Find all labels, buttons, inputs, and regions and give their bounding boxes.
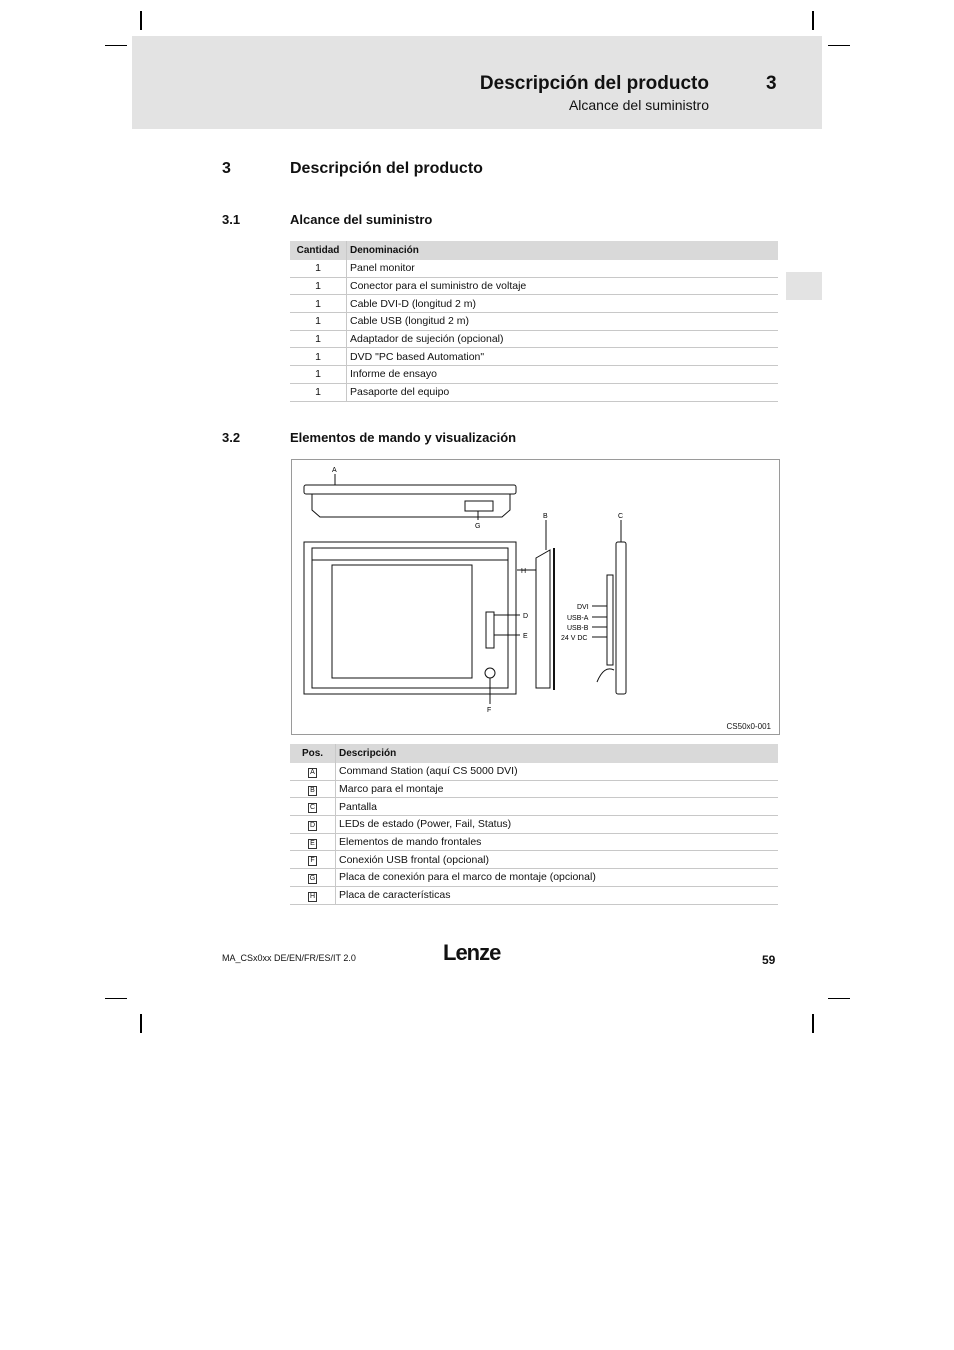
position-letter: D bbox=[309, 821, 316, 829]
table-row bbox=[290, 330, 778, 348]
position-cell bbox=[290, 833, 336, 851]
description-cell: Marco para el montaje bbox=[336, 780, 779, 798]
crop-mark bbox=[828, 45, 850, 46]
front-view-drawing bbox=[304, 542, 536, 704]
callout-f: F bbox=[487, 707, 492, 714]
table-header-row bbox=[290, 744, 778, 763]
header-chapter-number: 3 bbox=[766, 73, 777, 94]
header-band bbox=[132, 36, 822, 129]
position-letter: C bbox=[309, 804, 316, 812]
crop-mark bbox=[140, 1014, 142, 1033]
quantity-cell: 1 bbox=[290, 313, 347, 331]
table-row bbox=[290, 798, 778, 816]
callout-h: H bbox=[521, 568, 527, 575]
side-view-ports-drawing bbox=[592, 520, 626, 694]
crop-mark bbox=[812, 11, 814, 30]
position-cell bbox=[290, 886, 336, 904]
subsection-2-title: Elementos de mando y visualización bbox=[290, 430, 517, 445]
position-letter: A bbox=[308, 768, 317, 778]
position-cell bbox=[290, 780, 336, 798]
callout-b: B bbox=[543, 513, 548, 520]
section-number: 3 bbox=[222, 160, 231, 177]
position-cell bbox=[290, 816, 336, 834]
description-cell: Elementos de mando frontales bbox=[336, 833, 779, 851]
table-row bbox=[290, 295, 778, 313]
port-label-usb-b: USB-B bbox=[567, 625, 589, 632]
designation-cell: Informe de ensayo bbox=[347, 366, 779, 384]
side-view-frame-drawing bbox=[536, 520, 554, 690]
description-cell: Command Station (aquí CS 5000 DVI) bbox=[336, 763, 779, 780]
crop-mark bbox=[140, 11, 142, 30]
header-title: Descripción del producto bbox=[479, 73, 709, 94]
quantity-cell: 1 bbox=[290, 277, 347, 295]
column-header: Denominación bbox=[347, 241, 779, 260]
description-cell: LEDs de estado (Power, Fail, Status) bbox=[336, 816, 779, 834]
subsection-1-title: Alcance del suministro bbox=[290, 212, 433, 227]
crop-mark bbox=[828, 998, 850, 999]
table-row bbox=[290, 816, 778, 834]
position-letter: G bbox=[309, 874, 316, 882]
port-label-24vdc: 24 V DC bbox=[561, 635, 588, 642]
table-row bbox=[290, 260, 778, 277]
column-header: Descripción bbox=[336, 744, 779, 763]
quantity-cell: 1 bbox=[290, 295, 347, 313]
description-cell: Placa de características bbox=[336, 886, 779, 904]
table-row bbox=[290, 869, 778, 887]
port-label-usb-a: USB-A bbox=[567, 615, 589, 622]
callout-a: A bbox=[332, 467, 337, 474]
port-label-dvi: DVI bbox=[577, 604, 589, 611]
position-letter: H bbox=[309, 892, 316, 900]
table-row bbox=[290, 348, 778, 366]
crop-mark bbox=[105, 998, 127, 999]
description-cell: Pantalla bbox=[336, 798, 779, 816]
description-cell: Placa de conexión para el marco de montaje (opcional) bbox=[336, 869, 779, 887]
position-cell bbox=[290, 869, 336, 887]
crop-mark bbox=[105, 45, 127, 46]
position-letter: B bbox=[308, 786, 317, 796]
position-letter: E bbox=[308, 839, 317, 849]
designation-cell: DVD "PC based Automation" bbox=[347, 348, 779, 366]
crop-mark bbox=[812, 1014, 814, 1033]
callout-d: D bbox=[523, 613, 529, 620]
position-cell bbox=[290, 798, 336, 816]
table-row bbox=[290, 763, 778, 780]
position-letter: F bbox=[308, 856, 317, 866]
table-row bbox=[290, 277, 778, 295]
designation-cell: Cable DVI-D (longitud 2 m) bbox=[347, 295, 779, 313]
designation-cell: Pasaporte del equipo bbox=[347, 383, 779, 401]
table-row bbox=[290, 313, 778, 331]
column-header: Pos. bbox=[290, 744, 336, 763]
device-drawing bbox=[292, 460, 779, 734]
chapter-thumb-tab bbox=[786, 272, 822, 300]
position-cell bbox=[290, 763, 336, 780]
designation-cell: Cable USB (longitud 2 m) bbox=[347, 313, 779, 331]
scope-of-delivery-table bbox=[290, 241, 778, 402]
section-title: Descripción del producto bbox=[290, 160, 483, 177]
lenze-logo: Lenze bbox=[443, 940, 501, 965]
quantity-cell: 1 bbox=[290, 383, 347, 401]
column-header: Cantidad bbox=[290, 241, 347, 260]
quantity-cell: 1 bbox=[290, 330, 347, 348]
table-row bbox=[290, 886, 778, 904]
table-row bbox=[290, 780, 778, 798]
figure-id: CS50x0-001 bbox=[726, 722, 771, 731]
quantity-cell: 1 bbox=[290, 260, 347, 277]
designation-cell: Panel monitor bbox=[347, 260, 779, 277]
footer-doc-ref: MA_CSx0xx DE/EN/FR/ES/IT 2.0 bbox=[222, 953, 356, 963]
header-subtitle: Alcance del suministro bbox=[568, 97, 709, 113]
description-cell: Conexión USB frontal (opcional) bbox=[336, 851, 779, 869]
subsection-1-number: 3.1 bbox=[222, 212, 241, 227]
callout-g: G bbox=[475, 523, 481, 530]
table-row bbox=[290, 383, 778, 401]
table-header-row bbox=[290, 241, 778, 260]
top-view-drawing bbox=[304, 474, 516, 520]
page-number: 59 bbox=[762, 953, 776, 967]
table-row bbox=[290, 851, 778, 869]
designation-cell: Conector para el suministro de voltaje bbox=[347, 277, 779, 295]
designation-cell: Adaptador de sujeción (opcional) bbox=[347, 330, 779, 348]
quantity-cell: 1 bbox=[290, 348, 347, 366]
callout-c: C bbox=[618, 513, 624, 520]
callout-e: E bbox=[523, 633, 528, 640]
subsection-2-number: 3.2 bbox=[222, 430, 241, 445]
table-row bbox=[290, 366, 778, 384]
table-row bbox=[290, 833, 778, 851]
positions-table bbox=[290, 744, 778, 905]
position-cell bbox=[290, 851, 336, 869]
device-drawing-figure bbox=[291, 459, 780, 735]
quantity-cell: 1 bbox=[290, 366, 347, 384]
